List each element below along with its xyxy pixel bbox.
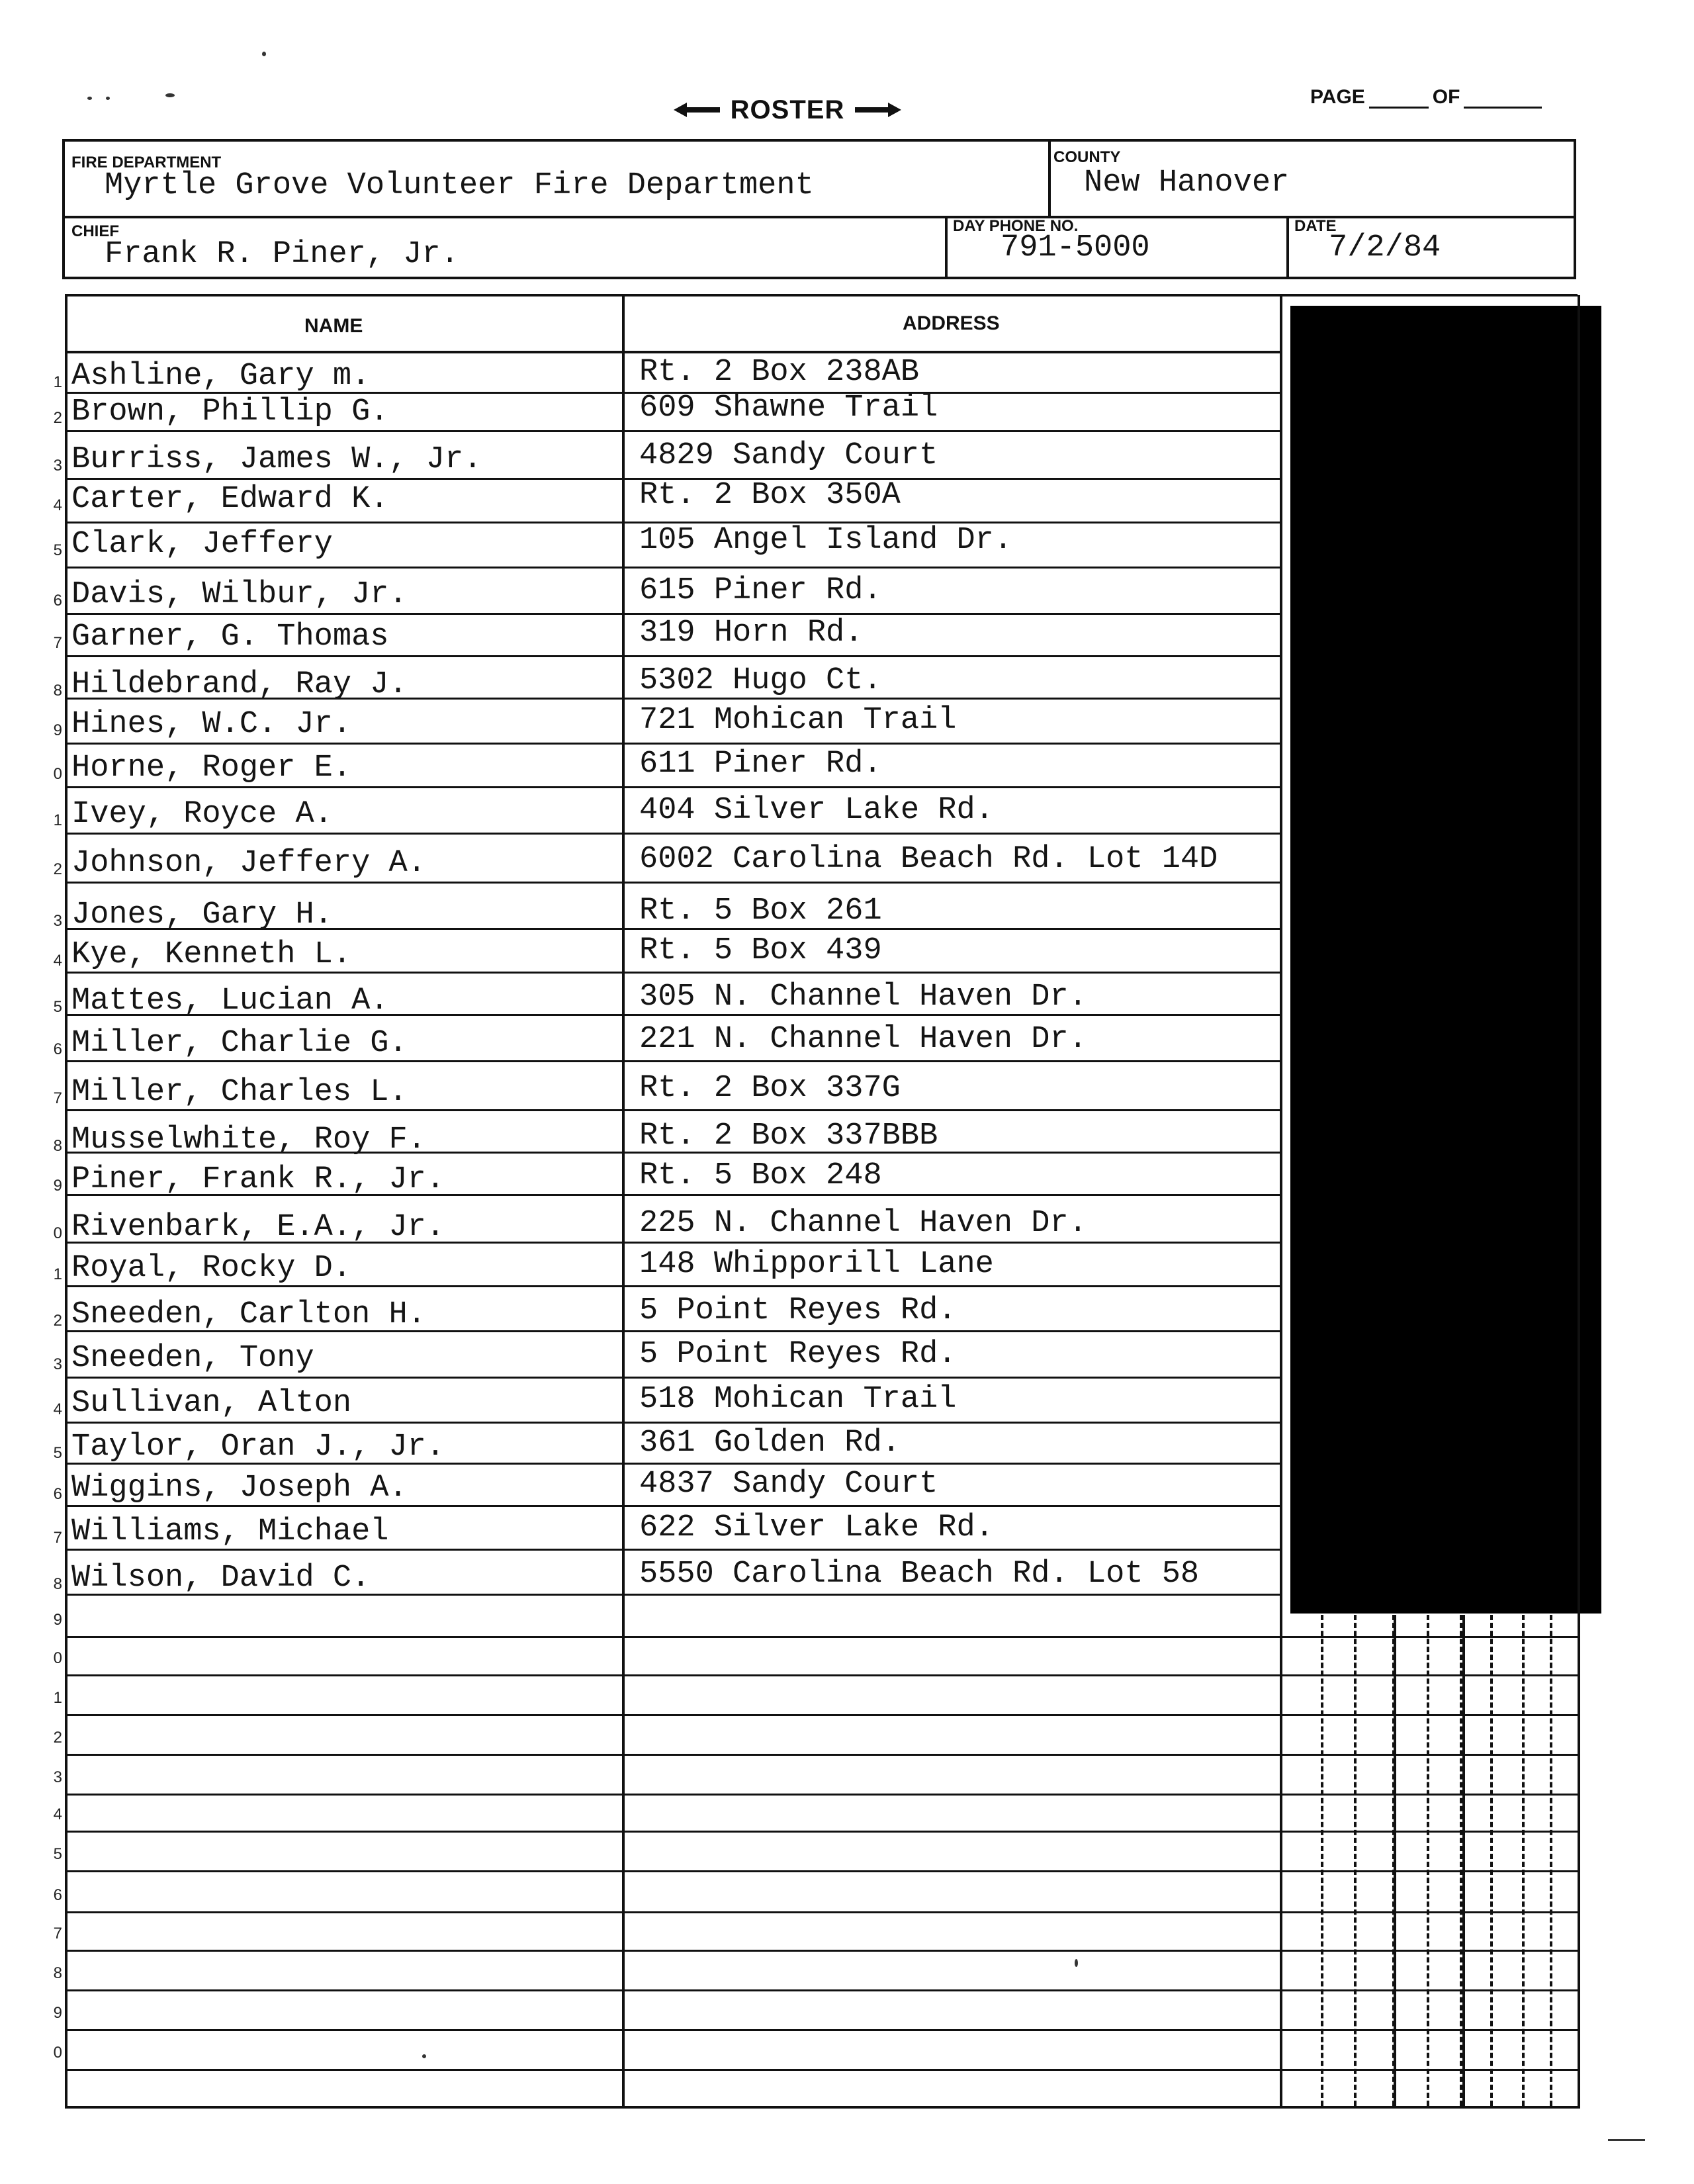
- row-number: 3: [53, 1355, 62, 1373]
- member-address: Rt. 5 Box 261: [639, 893, 882, 929]
- member-name: Royal, Rocky D.: [71, 1251, 352, 1286]
- right-column-divider: [1462, 1615, 1465, 2106]
- page-label: PAGE: [1310, 86, 1365, 108]
- row-number: 4: [53, 1805, 62, 1823]
- row-divider: [65, 1754, 1578, 1756]
- row-number: 0: [53, 2044, 62, 2062]
- row-number: 0: [53, 1224, 62, 1242]
- row-number: 8: [53, 1575, 62, 1593]
- fire-department-value: Myrtle Grove Volunteer Fire Department: [105, 168, 814, 203]
- member-name: Miller, Charlie G.: [71, 1026, 408, 1061]
- member-name: Jones, Gary H.: [71, 897, 333, 933]
- member-name: Carter, Edward K.: [71, 482, 389, 517]
- row-number: 6: [53, 1886, 62, 1904]
- scan-speck: [106, 97, 110, 100]
- member-name: Sneeden, Carlton H.: [71, 1297, 426, 1332]
- dashed-column-guide: [1427, 1615, 1429, 2106]
- row-number: 5: [53, 1845, 62, 1863]
- scan-speck: [262, 52, 266, 56]
- member-name: Clark, Jeffery: [71, 527, 333, 562]
- member-name: Sneeden, Tony: [71, 1341, 314, 1376]
- member-address: 5550 Carolina Beach Rd. Lot 58: [639, 1557, 1200, 1592]
- member-name: Johnson, Jeffery A.: [71, 846, 426, 881]
- row-number: 4: [53, 1400, 62, 1418]
- member-name: Rivenbark, E.A., Jr.: [71, 1210, 445, 1245]
- row-divider: [65, 1636, 1578, 1638]
- date-divider: [1286, 216, 1289, 279]
- day-phone-label: DAY PHONE NO.: [953, 217, 1079, 235]
- row-divider: [65, 1831, 1578, 1833]
- row-number: 3: [53, 912, 62, 930]
- row-number: 3: [53, 457, 62, 475]
- row-divider: [65, 655, 1280, 657]
- table-header-divider: [65, 351, 1280, 353]
- member-address: Rt. 2 Box 350A: [639, 478, 901, 513]
- member-address: Rt. 2 Box 337BBB: [639, 1118, 938, 1154]
- member-name: Hines, W.C. Jr.: [71, 707, 352, 742]
- row-number: 7: [53, 1529, 62, 1547]
- row-number: 1: [53, 1689, 62, 1707]
- member-name: Wiggins, Joseph A.: [71, 1471, 408, 1506]
- row-divider: [65, 1674, 1578, 1676]
- row-divider: [65, 1989, 1578, 1991]
- row-number: 2: [53, 409, 62, 427]
- row-number: 9: [53, 721, 62, 739]
- row-divider: [65, 1422, 1280, 1424]
- member-address: 5 Point Reyes Rd.: [639, 1337, 957, 1372]
- day-phone-value: 791-5000: [1001, 230, 1150, 265]
- dashed-column-guide: [1550, 1615, 1552, 2106]
- member-name: Horne, Roger E.: [71, 751, 352, 786]
- member-address: 5 Point Reyes Rd.: [639, 1293, 957, 1328]
- member-address: 4829 Sandy Court: [639, 438, 938, 473]
- table-left-border: [65, 294, 67, 2106]
- member-name: Piner, Frank R., Jr.: [71, 1162, 445, 1197]
- member-name: Williams, Michael: [71, 1514, 389, 1549]
- row-divider: [65, 1377, 1280, 1379]
- row-number: 5: [53, 998, 62, 1016]
- row-divider: [65, 833, 1280, 835]
- member-address: 404 Silver Lake Rd.: [639, 793, 994, 828]
- name-address-divider: [622, 294, 625, 2106]
- row-number: 0: [53, 765, 62, 783]
- scan-speck: [87, 97, 92, 100]
- member-name: Ashline, Gary m.: [71, 359, 371, 394]
- phone-divider: [945, 216, 948, 279]
- row-divider: [65, 2069, 1578, 2071]
- row-number: 3: [53, 1768, 62, 1786]
- row-number: 9: [53, 2004, 62, 2022]
- member-name: Ivey, Royce A.: [71, 797, 333, 832]
- member-name: Davis, Wilbur, Jr.: [71, 577, 408, 612]
- row-number: 4: [53, 952, 62, 970]
- right-column-divider: [1394, 1615, 1396, 2106]
- row-number: 2: [53, 860, 62, 878]
- row-number: 9: [53, 1611, 62, 1629]
- member-name: Mattes, Lucian A.: [71, 983, 389, 1019]
- scan-speck: [422, 2054, 426, 2058]
- member-address: Rt. 2 Box 337G: [639, 1071, 901, 1106]
- row-number: 4: [53, 496, 62, 514]
- member-name: Brown, Phillip G.: [71, 394, 389, 430]
- scan-speck: [165, 93, 175, 97]
- member-address: 148 Whipporill Lane: [639, 1247, 994, 1282]
- member-address: 4837 Sandy Court: [639, 1467, 938, 1502]
- member-name: Sullivan, Alton: [71, 1386, 352, 1421]
- right-arrow-icon: [855, 103, 901, 117]
- info-row-divider: [65, 216, 1574, 218]
- member-name: Hildebrand, Ray J.: [71, 667, 408, 702]
- member-name: Musselwhite, Roy F.: [71, 1122, 426, 1158]
- row-number: 8: [53, 1137, 62, 1155]
- member-address: 225 N. Channel Haven Dr.: [639, 1206, 1087, 1241]
- row-divider: [65, 1794, 1578, 1796]
- member-name: Miller, Charles L.: [71, 1075, 408, 1110]
- member-address: 615 Piner Rd.: [639, 573, 882, 608]
- row-divider: [65, 613, 1280, 615]
- dashed-column-guide: [1522, 1615, 1525, 2106]
- row-divider: [65, 2029, 1578, 2031]
- member-name: Garner, G. Thomas: [71, 619, 389, 655]
- row-divider: [65, 743, 1280, 745]
- row-number: 2: [53, 1312, 62, 1330]
- row-number: 7: [53, 634, 62, 652]
- member-name: Burriss, James W., Jr.: [71, 442, 482, 477]
- county-divider: [1048, 142, 1051, 216]
- scan-speck: [1075, 1959, 1078, 1967]
- county-value: New Hanover: [1084, 165, 1290, 201]
- roster-title-block: [668, 90, 907, 130]
- row-divider: [65, 567, 1280, 569]
- date-value: 7/2/84: [1329, 230, 1441, 265]
- dashed-column-guide: [1321, 1615, 1323, 2106]
- row-number: 5: [53, 541, 62, 559]
- member-address: 361 Golden Rd.: [639, 1426, 901, 1461]
- member-address: 5302 Hugo Ct.: [639, 663, 882, 698]
- row-number: 9: [53, 1177, 62, 1195]
- date-label: DATE: [1294, 217, 1337, 235]
- member-address: 305 N. Channel Haven Dr.: [639, 979, 1087, 1015]
- member-address: 622 Silver Lake Rd.: [639, 1510, 994, 1545]
- dashed-column-guide: [1354, 1615, 1357, 2106]
- member-address: 6002 Carolina Beach Rd. Lot 14D: [639, 842, 1218, 877]
- row-number: 6: [53, 1040, 62, 1058]
- row-divider: [65, 430, 1280, 432]
- row-number: 7: [53, 1089, 62, 1107]
- table-bottom-border: [65, 2106, 1580, 2109]
- member-name: Wilson, David C.: [71, 1561, 371, 1596]
- member-name: Kye, Kenneth L.: [71, 937, 352, 972]
- row-number: 5: [53, 1444, 62, 1462]
- scan-mark: [1608, 2139, 1645, 2141]
- page-total-blank: [1464, 89, 1542, 109]
- page-of-indicator: [1310, 86, 1546, 109]
- row-divider: [65, 1714, 1578, 1716]
- dashed-column-guide: [1490, 1615, 1493, 2106]
- chief-label: CHIEF: [71, 222, 119, 240]
- row-divider: [65, 1950, 1578, 1952]
- row-number: 2: [53, 1729, 62, 1747]
- of-label: OF: [1432, 86, 1460, 108]
- table-right-border: [1578, 295, 1580, 2106]
- row-number: 7: [53, 1925, 62, 1942]
- column-header-address: ADDRESS: [903, 312, 1000, 334]
- left-arrow-icon: [674, 103, 720, 117]
- department-info-box: [62, 139, 1576, 279]
- column-header-name: NAME: [304, 315, 363, 337]
- row-divider: [65, 1911, 1578, 1913]
- table-top-border: [65, 294, 1578, 296]
- fire-department-label: FIRE DEPARTMENT: [71, 154, 222, 171]
- member-address: 221 N. Channel Haven Dr.: [639, 1022, 1087, 1057]
- row-divider: [65, 1870, 1578, 1872]
- member-address: Rt. 5 Box 439: [639, 933, 882, 968]
- member-name: Taylor, Oran J., Jr.: [71, 1430, 445, 1465]
- page-number-blank: [1369, 89, 1429, 109]
- redaction-block: [1290, 306, 1601, 1614]
- row-number: 1: [53, 811, 62, 829]
- member-address: 319 Horn Rd.: [639, 615, 864, 651]
- row-number: 6: [53, 1485, 62, 1503]
- row-number: 6: [53, 592, 62, 610]
- member-address: Rt. 2 Box 238AB: [639, 355, 920, 390]
- county-label: COUNTY: [1053, 148, 1121, 166]
- member-address: 609 Shawne Trail: [639, 390, 938, 426]
- row-number: 1: [53, 373, 62, 391]
- row-number: 8: [53, 682, 62, 700]
- chief-value: Frank R. Piner, Jr.: [105, 237, 459, 272]
- form-title: ROSTER: [730, 95, 845, 124]
- member-address: 721 Mohican Trail: [639, 703, 957, 738]
- row-number: 1: [53, 1265, 62, 1283]
- row-divider: [65, 882, 1280, 884]
- member-address: Rt. 5 Box 248: [639, 1158, 882, 1193]
- row-number: 0: [53, 1649, 62, 1667]
- member-address: 611 Piner Rd.: [639, 747, 882, 782]
- member-address: 518 Mohican Trail: [639, 1382, 957, 1417]
- row-number: 8: [53, 1964, 62, 1982]
- member-address: 105 Angel Island Dr.: [639, 523, 1013, 558]
- address-extra-divider: [1280, 294, 1282, 2106]
- row-divider: [65, 786, 1280, 788]
